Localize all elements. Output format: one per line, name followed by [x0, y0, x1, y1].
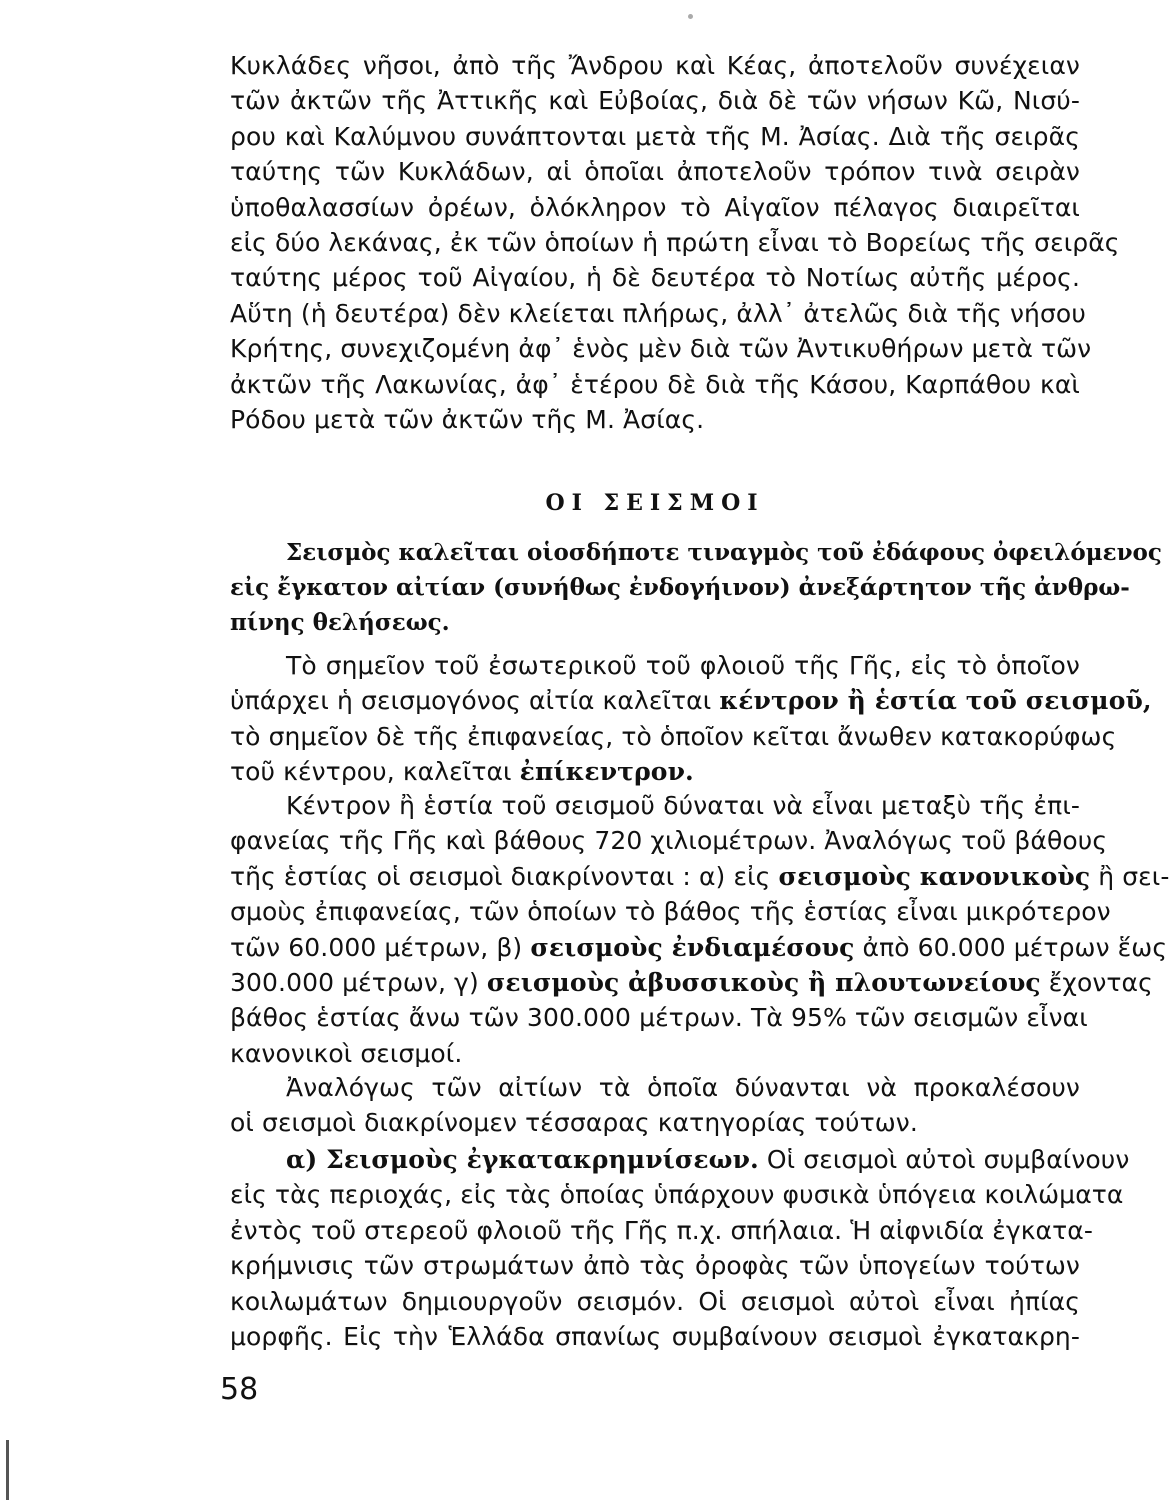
text-line: σμοὺς ἐπιφανείας, τῶν ὁποίων τὸ βάθος τῆς ἑστίας εἶναι μικρότερον	[230, 897, 1111, 927]
emphasis-term: σεισμοὺς ἀβυσσικοὺς ἢ πλουτωνείους	[486, 968, 1041, 998]
page-number: 58	[220, 1372, 259, 1407]
text-line: ρου καὶ Καλύμνου συνάπτονται μετὰ τῆς Μ. Ἀσίας. Διὰ τῆς σειρᾶς	[230, 121, 1080, 151]
collapse-paragraph	[230, 1142, 1130, 1354]
text-line: οἱ σεισμοὶ διακρίνομεν τέσσαρας κατηγορίας τούτων.	[230, 1108, 918, 1138]
text-line: εἰς δύο λεκάνας, ἐκ τῶν ὁποίων ἡ πρώτη εἶναι τὸ Βορείως τῆς σειρᾶς	[230, 228, 1120, 258]
depth-paragraph	[230, 788, 1169, 1071]
text-run: ἀπὸ 60.000 μέτρων ἕως	[862, 932, 1168, 962]
text-line: ὑποθαλασσίων ὀρέων, ὁλόκληρον τὸ Αἰγαῖον πέλαγος διαιρεῖται	[230, 192, 1080, 222]
text-run: τῆς ἑστίας οἱ σεισμοὶ διακρίνονται : α) εἰς	[230, 861, 771, 891]
text-line: κανονικοὶ σεισμοί.	[230, 1038, 463, 1068]
text-line: εἰς τὰς περιοχάς, εἰς τὰς ὁποίας ὑπάρχουν φυσικὰ ὑπόγεια κοιλώματα	[230, 1180, 1124, 1210]
definition-line: Σεισμὸς καλεῖται οἱοσδήποτε τιναγμὸς τοῦ ἐδάφους ὀφειλόμενος	[286, 539, 1162, 566]
definition-line: εἰς ἔγκατον αἰτίαν (συνήθως ἐνδογήινον) ἀνεξάρτητον τῆς ἀνθρω-	[230, 574, 1130, 601]
text-run: ἢ σει-	[1098, 861, 1169, 891]
causes-paragraph	[230, 1070, 1080, 1141]
definition-line: πίνης θελήσεως.	[230, 609, 450, 636]
text-line: Τὸ σημεῖον τοῦ ἐσωτερικοῦ τοῦ φλοιοῦ τῆς Γῆς, εἰς τὸ ὁποῖον	[286, 651, 1080, 680]
text-run: 300.000 μέτρων, γ)	[230, 968, 479, 998]
text-line: βάθος ἑστίας ἄνω τῶν 300.000 μέτρων. Τὰ 95% τῶν σεισμῶν εἶναι	[230, 1003, 1088, 1033]
text-line: φανείας τῆς Γῆς καὶ βάθους 720 χιλιομέτρων. Ἀναλόγως τοῦ βάθους	[230, 826, 1108, 856]
text-line: κρήμνισις τῶν στρωμάτων ἀπὸ τὰς ὀροφὰς τῶν ὑπογείων τούτων	[230, 1251, 1080, 1281]
emphasis-term: σεισμοὺς ἐνδιαμέσους	[530, 932, 855, 962]
text-line	[230, 683, 1152, 718]
subsection-title: α) Σεισμοὺς ἐγκατακρημνίσεων.	[286, 1145, 759, 1174]
text-line: ἀκτῶν τῆς Λακωνίας, ἀφ᾽ ἑτέρου δὲ διὰ τῆς Κάσου, Καρπάθου καὶ	[230, 369, 1080, 399]
emphasis-term: κέντρον ἢ ἑστία τοῦ σεισμοῦ,	[719, 686, 1152, 716]
text-line: κοιλωμάτων δημιουργοῦν σεισμόν. Οἱ σεισμοὶ αὐτοὶ εἶναι ἠπίας	[230, 1286, 1080, 1316]
text-run: ἔχοντας	[1048, 968, 1153, 998]
text-run: ὑπάρχει ἡ σεισμογόνος αἰτία καλεῖται	[230, 686, 712, 716]
emphasis-term: σεισμοὺς κανονικοὺς	[778, 861, 1091, 891]
text-run: Οἱ σεισμοὶ αὐτοὶ συμβαίνουν	[766, 1145, 1130, 1174]
scan-speck	[688, 14, 693, 19]
text-line	[230, 930, 1168, 965]
text-line: ἐντὸς τοῦ στερεοῦ φλοιοῦ τῆς Γῆς π.χ. σπήλαια. Ἡ αἰφνιδία ἐγκατα-	[230, 1215, 1093, 1245]
text-line: τῶν ἀκτῶν τῆς Ἀττικῆς καὶ Εὐβοίας, διὰ δὲ τῶν νήσων Κῶ, Νισύ-	[230, 86, 1080, 116]
text-line	[230, 965, 1153, 1000]
text-line: τὸ σημεῖον δὲ τῆς ἐπιφανείας, τὸ ὁποῖον κεῖται ἄνωθεν κατακορύφως	[230, 721, 1117, 751]
focus-paragraph	[230, 648, 1152, 790]
text-line: Ἀναλόγως τῶν αἰτίων τὰ ὁποῖα δύνανται νὰ προκαλέσουν	[286, 1073, 1080, 1102]
text-line: ταύτης τῶν Κυκλάδων, αἱ ὁποῖαι ἀποτελοῦν τρόπον τινὰ σειρὰν	[230, 157, 1080, 187]
emphasis-term: ἐπίκεντρον.	[519, 757, 694, 787]
text-run: τοῦ κέντρου, καλεῖται	[230, 757, 512, 787]
text-line	[230, 859, 1169, 894]
intro-paragraph	[230, 48, 1120, 437]
scan-edge-mark	[6, 1440, 9, 1500]
text-line: Κέντρον ἢ ἑστία τοῦ σεισμοῦ δύναται νὰ εἶναι μεταξὺ τῆς ἐπι-	[286, 791, 1080, 820]
text-line: Κρήτης, συνεχιζομένη ἀφ᾽ ἑνὸς μὲν διὰ τῶν Ἀντικυθήρων μετὰ τῶν	[230, 334, 1092, 364]
definition-paragraph	[230, 535, 1162, 640]
text-line: Αὕτη (ἡ δευτέρα) δὲν κλείεται πλήρως, ἀλλ᾽ ἀτελῶς διὰ τῆς νήσου	[230, 298, 1086, 328]
text-run: τῶν 60.000 μέτρων, β)	[230, 932, 523, 962]
text-line: Ρόδου μετὰ τῶν ἀκτῶν τῆς Μ. Ἀσίας.	[230, 405, 705, 435]
section-heading: ΟΙ ΣΕΙΣΜΟΙ	[545, 490, 765, 516]
text-line	[230, 1142, 1130, 1177]
text-line: ταύτης μέρος τοῦ Αἰγαίου, ἡ δὲ δευτέρα τὸ Νοτίως αὐτῆς μέρος.	[230, 263, 1080, 293]
text-line	[230, 754, 1080, 789]
text-line: μορφῆς. Εἰς τὴν Ἑλλάδα σπανίως συμβαίνουν σεισμοὶ ἐγκατακρη-	[230, 1322, 1080, 1352]
text-line: Κυκλάδες νῆσοι, ἀπὸ τῆς Ἄνδρου καὶ Κέας, ἀποτελοῦν συνέχειαν	[230, 51, 1080, 80]
